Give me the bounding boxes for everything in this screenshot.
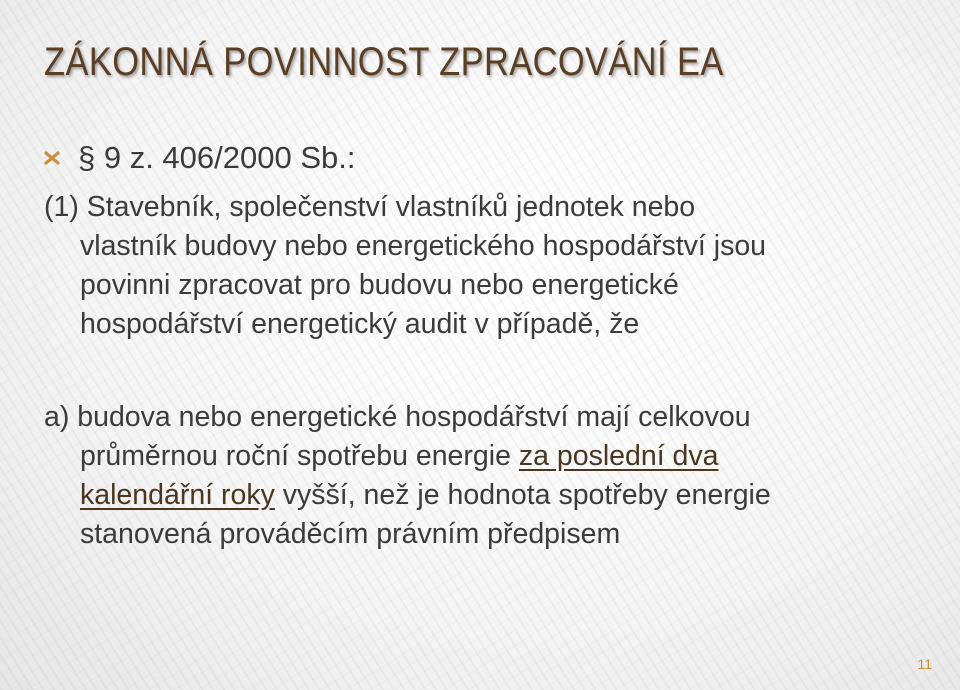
- underlined-phrase-last-two: za poslední dva: [518, 440, 719, 472]
- bullet-text: § 9 z. 406/2000 Sb.:: [78, 140, 356, 175]
- paragraph-2-line-4: stanovená prováděcím právním předpisem: [80, 518, 621, 550]
- page-number: 11: [917, 656, 932, 672]
- paragraph-2-line-2-text: průměrnou roční spotřebu energie: [80, 440, 519, 472]
- paragraph-2-line-1: a) budova nebo energetické hospodářství mají celkovou: [44, 401, 751, 433]
- paragraph-1: [44, 188, 924, 344]
- paragraph-1-line-1: (1) Stavebník, společenství vlastníků jednotek nebo: [44, 191, 696, 223]
- slide-title: ZÁKONNÁ POVINNOST ZPRACOVÁNÍ EA: [44, 40, 724, 84]
- underlined-phrase-calendar-years: kalendářní roky: [80, 479, 275, 511]
- paragraph-1-line-3: povinni zpracovat pro budovu nebo energetické: [80, 269, 679, 301]
- paragraph-1-line-4: hospodářství energetický audit v případě, že: [80, 308, 640, 340]
- paragraph-2-line-3-text: vyšší, než je hodnota spotřeby energie: [274, 479, 771, 511]
- paragraph-1-line-2: vlastník budovy nebo energetického hospodářství jsou: [80, 230, 767, 262]
- paragraph-2-line-2: [44, 437, 924, 476]
- x-mark-bullet-icon: [44, 150, 60, 166]
- paragraph-2: [44, 398, 924, 554]
- paragraph-2-line-3: [44, 476, 924, 515]
- bullet-item: [44, 140, 356, 176]
